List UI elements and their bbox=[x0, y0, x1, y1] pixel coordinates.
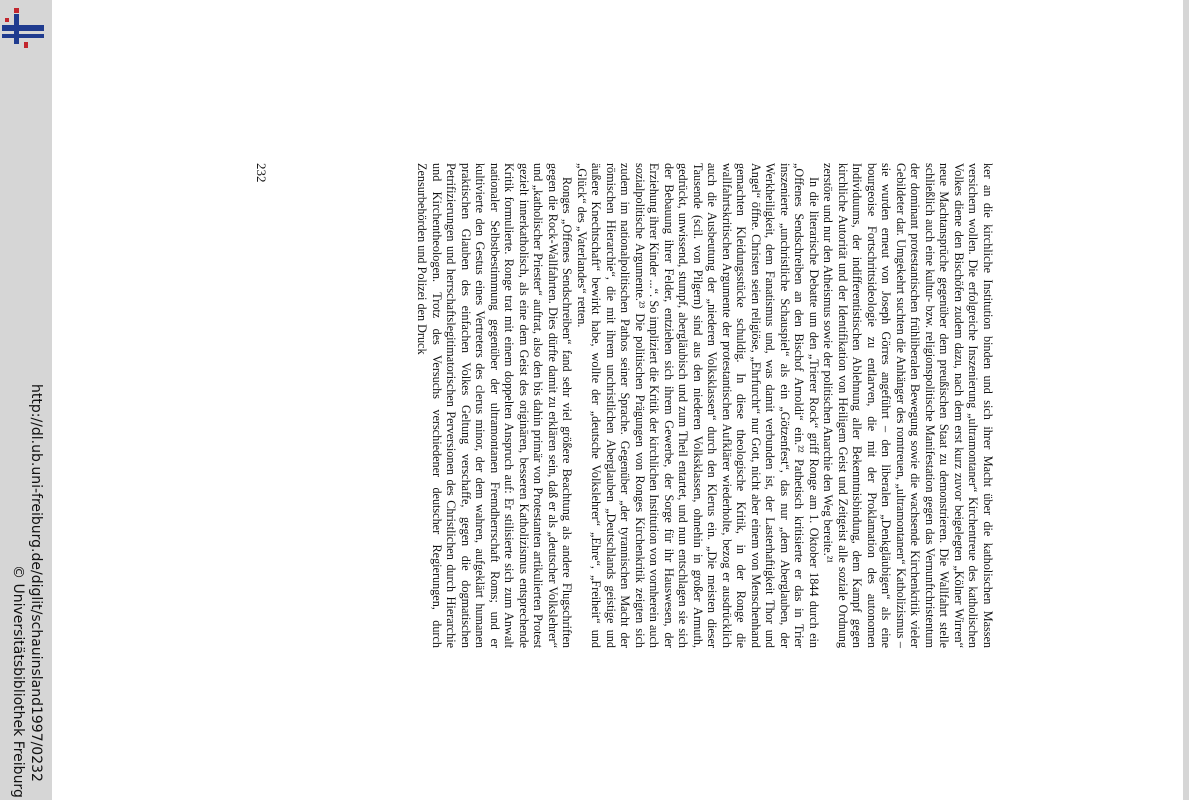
library-logo-icon bbox=[2, 6, 44, 50]
paragraph-3: Ronges „Offenes Sendschreiben“ fand sehr viel größere Beachtung als andere Flugschriften gegen die Rock-Wallfahrten. Dies dürfte damit zu erklären sein, daß er als „deutscher Volkslehrer“ und „katholischer Priester“ auftrat, also den bis dahin primär von Protestanten artikulierten Protest gezielt innerkatholisch, als eine dem Geist des originären, besseren Katholizismus entsprechende Kritik formulierte. Ronge trat mit einem doppelten Anspruch auf: Er stilisierte sich zum Anwalt nationaler Selbstbestimmung gegenüber der ultramontanen Fremdherrschaft Roms; und er kultivierte den Gestus eines Vertreters des clerus minor, der dem wahren, aufgeklärt humanen praktischen Glauben des einfachen Volkes Geltung verschaffe, gegen die dogmatischen Petrifizierungen und herrschaftslegitimatorischen Perversionen des Christlichen durch Hierarchie und Kirchentheologen. Trotz des Versuchs verschiedener deutscher Regierungen, durch Zensurbehörden und Polizei den Druck bbox=[415, 163, 575, 648]
scrollbar[interactable] bbox=[1183, 0, 1189, 800]
paragraph-1: ker an die kirchliche Institution binden und sich ihrer Macht über die katholischen Massen versichern wollen. Die erfolgreiche Inszenierung „ultramontaner“ Kirchentreue des katholischen Volkes diene den Bischöfen zudem dazu, nach dem erst kurz zuvor beigelegten „Kölner Wirren“ neue Machtansprüche gegenüber dem preußischen Staat zu demonstrieren. Die Wallfahrt stelle schließlich auch eine kultur- bzw. religionspolitische Manifestation gegen das Vernunftchristentum der dominant protestantischen frühliberalen Bewegung sowie die wachsende Kirchenkritik vieler Gebildeter dar. Umgekehrt suchten die Anhänger des romtreuen, „ultramontanen“ Katholizismus – sie wurden erneut von Joseph Görres angeführt – den liberalen „Denkgläubigen“ als eine bourgeoise Fortschrittsideologie zu entlarven, die mit der Proklamation des autonomen Individuums, der indifferentistischen Ablehnung aller Bekenntnisbindung, dem Kampf gegen kirchliche Autorität und der Identifikation von Heiligem Geist und Zeitgeist alle soziale Ordnung zerstöre und nur den Atheismus sowie der politischen Anarchie den Weg bereite.²¹ bbox=[821, 163, 995, 648]
document-page bbox=[245, 0, 995, 800]
rotated-page-content bbox=[245, 163, 995, 648]
viewer-left-margin bbox=[0, 0, 52, 800]
page-number: 232 bbox=[254, 163, 269, 183]
footer-url[interactable]: http://dl.ub.uni-freiburg.de/diglit/schauinsland1997/0232 bbox=[28, 384, 44, 782]
body-text bbox=[415, 163, 995, 648]
paragraph-2: In die literarische Debatte um den „Trierer Rock“ griff Ronge am 1. Oktober 1844 durch ein „Offenes Sendschreiben an den Bischof Arnoldi“ ein.²² Pathetisch kritisierte er das in Trier inszenierte „unchristliche Schauspiel“ als ein „Götzenfest“, das nur „dem Aberglauben, der Werkheiligkeit, dem Fanatismus und, was damit verbunden ist, der Lasterhaftigkeit Thor und Angel“ öffne. Christen seien religiöse, „Ehrfurcht“ nur Gott, nicht aber einem von Menschenhand gemachten Kleidungsstücke schuldig. In diese theologische Kritik, in der Ronge die wallfahrtskritischen Argumente der protestantischen Aufklärer wiederholte, bezog er ausdrücklich auch die Ausbeutung der „niederen Volksklassen“ durch den Klerus ein. „Die meisten dieser Tausende (scil. von Pilgern) sind aus den niederen Volksklassen, ohnehin in großer Armuth, gedrückt, unwissend, stumpf, abergläubisch und zum Theil entartet, und nun entschlagen sie sich der Bebauung ihrer Felder, entziehen sich ihrem Gewerbe, der Sorge für ihr Hauswesen, der Erziehung ihrer Kinder ...“. So impliziert die Kritik der kirchlichen Institution von vornherein auch sozialpolitische Argumente.²³ Die politischen Prägungen von Ronges Kirchenkritik zeigten sich zudem im nationalpolitischen Pathos seiner Sprache. Gegenüber „der tyrannischen Macht der römischen Hierarchie“, die mit ihrem unchristlichen Aberglauben „Deutschlands geistige und äußere Knechtschaft“ bewirkt habe, wollte der „deutsche Volkslehrer“ „Ehre“, „Freiheit“ und „Glück“ des „Vaterlandes“ retten. bbox=[575, 163, 821, 648]
footer-credit: © Universitätsbibliothek Freiburg bbox=[10, 565, 26, 798]
